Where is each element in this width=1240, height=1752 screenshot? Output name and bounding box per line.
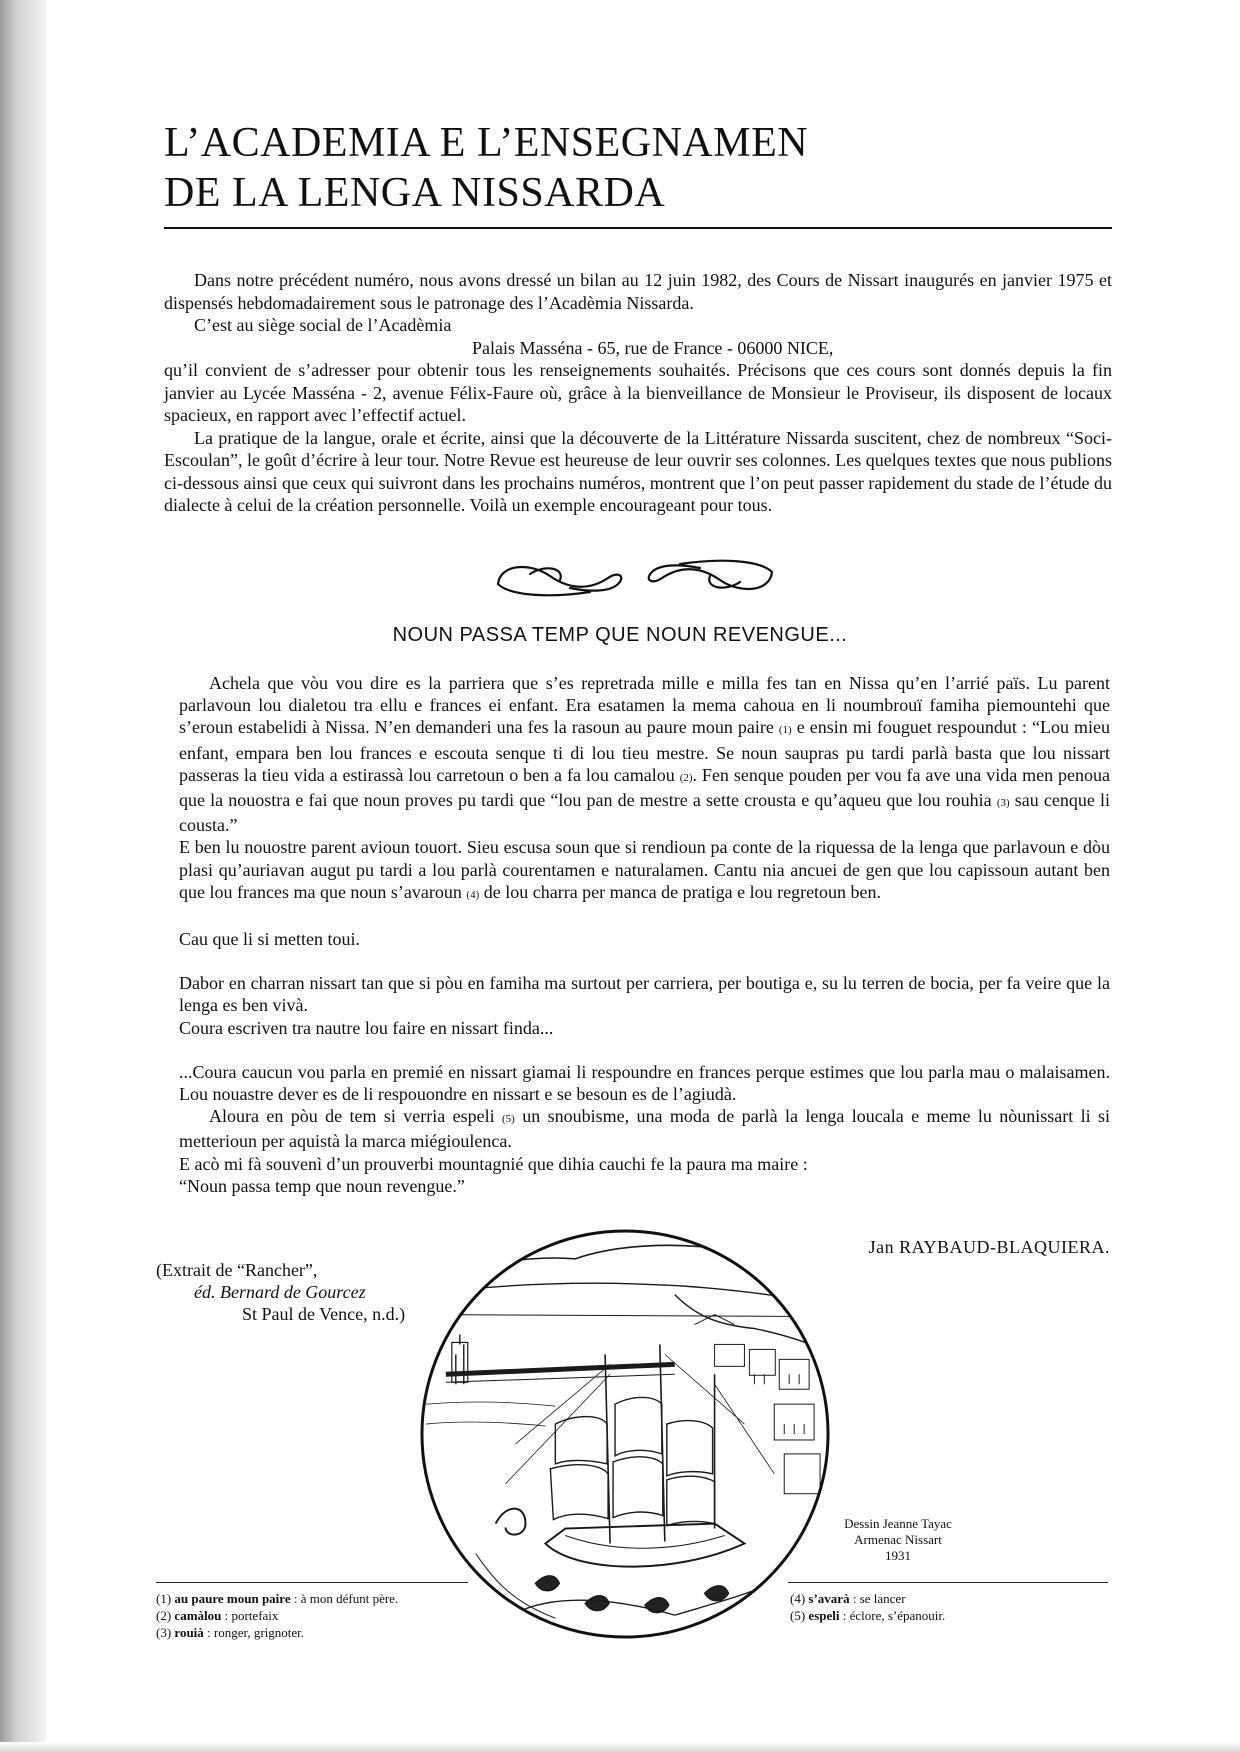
text-run: de lou charra per manca de pratiga e lou regretoun ben. bbox=[479, 881, 882, 902]
footnote-term: s’avarà bbox=[808, 1591, 850, 1606]
footnote bbox=[156, 1607, 398, 1624]
title-line-1: L’ACADEMIA E L’ENSEGNAMEN bbox=[164, 120, 809, 166]
source-citation bbox=[156, 1259, 405, 1325]
footnote-definition: : ronger, grignoter. bbox=[203, 1625, 305, 1640]
footnote-ref: (5) bbox=[502, 1113, 515, 1126]
poem-paragraph: Dabor en charran nissart tan que si pòu en famiha ma surtout per carriera, per boutiga e, su lu terren de bocia, per fa veire que la lenga es ben vivà. bbox=[179, 973, 1110, 1016]
intro-paragraph: Dans notre précédent numéro, nous avons dressé un bilan au 12 juin 1982, des Cours de Nissart inaugurés en janvier 1975 et dispensés hebdomadairement sous le patronage des l’Acadèmia Nissarda. bbox=[164, 270, 1112, 313]
harbor-sailing-ship-illustration bbox=[416, 1225, 834, 1643]
intro-address: Palais Masséna - 65, rue de France - 06000 NICE, bbox=[472, 337, 834, 358]
page-gutter-shadow bbox=[0, 0, 46, 1752]
footnote-number: (3) bbox=[156, 1625, 172, 1640]
text-run: E ben lu nouostre parent avioun touort. Sieu escusa soun que si rendioun pa conte de la riquessa de la lenga que parlavoun e dòu plasi qu’auriavan augut pu tardi a lou parlà courentamen e naturalamen. Cantu nia ancuei de gen que lou capissoun autant ben que lou frances ma que noun s’avaroun bbox=[179, 837, 1110, 902]
text-run: Achela que vòu vou dire es la parriera que s’es repretrada mille e milla fes tan en Nissa qu’en l’arrié païs. Lu parent parlavoun lou dialetou tra ellu e frances ei enfant. Era esatamen la mema cahoua en li noumbrouï famiha piemountehi que s’eroun estabelidi à Nissa. N’en demanderi una fes la rasoun au paure moun paire bbox=[179, 673, 1110, 738]
footnote-number: (1) bbox=[156, 1591, 172, 1606]
citation-line: St Paul de Vence, n.d.) bbox=[242, 1304, 406, 1324]
footnote-rule bbox=[156, 1582, 468, 1583]
footnote-number: (5) bbox=[790, 1608, 806, 1623]
text-run: un snoubisme, una moda de parlà la lenga loucala e meme lu nòunissart li si metterioun per aquistà la marca miégioulenca. bbox=[179, 1106, 1110, 1152]
title-rule bbox=[164, 227, 1112, 229]
footnote-definition: : éclore, s’épanouir. bbox=[839, 1608, 946, 1623]
article-title bbox=[164, 118, 808, 218]
text-run: . Fen senque pouden per vou fa ave una vida men penoua que la nouostra e fai que noun proves pu tardi que “lou pan de mestre a sette crousta e qu’aqueu que lou rouhia bbox=[179, 764, 1110, 811]
footnote-definition: : portefaix bbox=[221, 1608, 279, 1623]
footnote-term: espeli bbox=[808, 1608, 840, 1623]
poem-paragraph bbox=[179, 836, 1110, 906]
footnote bbox=[790, 1590, 945, 1607]
poem-paragraph: E acò mi fà souvenì d’un prouverbi mountagnié que dihia cauchi fe la paura ma maire : bbox=[179, 1153, 808, 1174]
footnote-term: camàlou bbox=[174, 1608, 222, 1623]
footnote-number: (2) bbox=[156, 1608, 172, 1623]
footnote-number: (4) bbox=[790, 1591, 806, 1606]
footnote bbox=[156, 1624, 398, 1641]
footnote-ref: (3) bbox=[996, 797, 1010, 810]
footnote-term: au paure moun paire bbox=[174, 1591, 291, 1606]
footnote-definition: : se lancer bbox=[849, 1591, 906, 1606]
intro-section bbox=[164, 269, 1112, 517]
flourish-ornament bbox=[490, 554, 780, 602]
footnotes-right bbox=[790, 1590, 945, 1624]
credit-line: 1931 bbox=[885, 1548, 911, 1563]
credit-line: Dessin Jeanne Tayac bbox=[844, 1516, 952, 1531]
poem-body bbox=[179, 672, 1110, 1197]
illustration-credit bbox=[808, 1516, 988, 1564]
citation-line: (Extrait de “Rancher”, bbox=[156, 1260, 318, 1280]
footnote bbox=[156, 1590, 398, 1607]
intro-paragraph: qu’il convient de s’adresser pour obtenir tous les renseignements souhaités. Précisons que ces cours sont donnés depuis la fin janvier au Lycée Masséna - 2, avenue Félix-Faure où, grâce à la bienveillance de Monsieur le Proviseur, ils disposent de locaux spacieux, en rapport avec l’effectif actuel. bbox=[164, 360, 1112, 425]
poem-paragraph: “Noun passa temp que noun revengue.” bbox=[179, 1175, 465, 1196]
credit-line: Armenac Nissart bbox=[854, 1532, 942, 1547]
poem-title: NOUN PASSA TEMP QUE NOUN REVENGUE... bbox=[392, 624, 848, 646]
poem-paragraph: Cau que li si metten toui. bbox=[179, 929, 360, 950]
text-run: sau cenque li cousta.” bbox=[179, 790, 1111, 836]
footnote bbox=[790, 1607, 945, 1624]
footnote-ref: (1) bbox=[778, 724, 792, 737]
footnote-ref: (2) bbox=[679, 771, 693, 784]
footnote-definition: : à mon défunt père. bbox=[290, 1591, 399, 1606]
intro-paragraph: La pratique de la langue, orale et écrite, ainsi que la découverte de la Littérature Nissarda suscitent, chez de nombreux “Soci-Escoulan”, le goût d’écrire à leur tour. Notre Revue est heureuse de leur ouvrir ses colonnes. Les quelques textes que nous publions ci-dessous ainsi que ceux qui suivront dans les prochains numéros, montrent que l’on peut passer rapidement du stade de l’étude du dialecte à celui de la création personnelle. Voilà un exemple encourageant pour tous. bbox=[164, 427, 1112, 515]
footnote-rule bbox=[788, 1582, 1108, 1583]
footnotes-left bbox=[156, 1590, 398, 1641]
poem-paragraph bbox=[179, 672, 1110, 836]
intro-paragraph: C’est au siège social de l’Acadèmia bbox=[194, 315, 452, 335]
poem-paragraph bbox=[179, 1105, 1110, 1152]
footnote-ref: (4) bbox=[466, 888, 480, 901]
page-bottom-edge bbox=[0, 1742, 1240, 1752]
text-run: Aloura en pòu de tem si verria espeli bbox=[209, 1106, 495, 1127]
text-run: e ensin mi fouguet respoundut : “Lou mieu enfant, empara ben lou frances e escouta senque ti di lou tieu mestre. Se noun saupras pu tardi parlà basta que lou nissart passeras la tieu vida a estirassà lou carretoun o ben a fa lou camalou bbox=[179, 717, 1110, 785]
title-line-2: DE LA LENGA NISSARDA bbox=[164, 170, 666, 216]
poem-paragraph: ...Coura caucun vou parla en premié en nissart giamai li respoundre en frances perque estimes que lou parla mau o malaisamen. Lou nouastre dever es de li respouondre en nissart e se besoun es de l’agiudà. bbox=[179, 1061, 1110, 1105]
citation-line: éd. Bernard de Gourcez bbox=[194, 1282, 366, 1302]
poem-paragraph: Coura escriven tra nautre lou faire en nissart finda... bbox=[179, 1017, 554, 1038]
footnote-term: rouià bbox=[174, 1625, 204, 1640]
author-signature: Jan RAYBAUD-BLAQUIERA. bbox=[868, 1237, 1110, 1257]
